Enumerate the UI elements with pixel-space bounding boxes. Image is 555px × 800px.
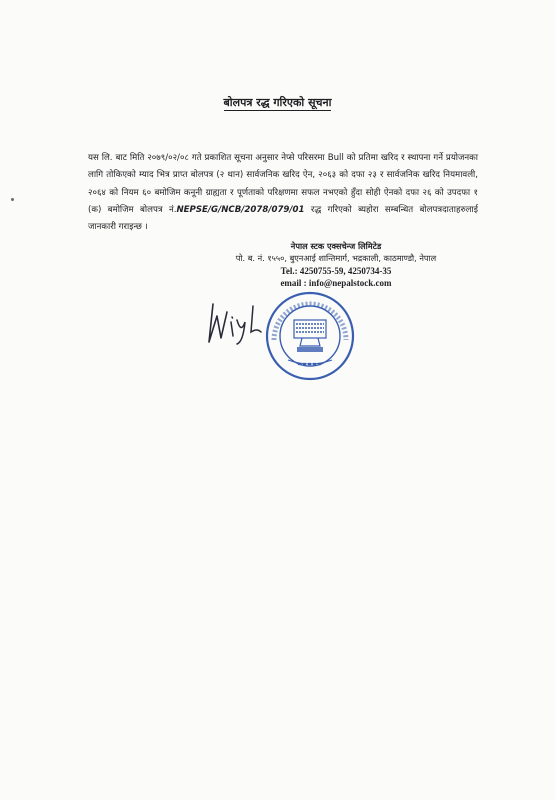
issuer-telephone: Tel.: 4250755-59, 4250734-35	[280, 265, 392, 276]
notice-body-text-2: रद्ध गरिएको ब्यहोरा सम्बन्धित बोलपत्रदाताहरुलाई जानकारी गराइन्छ ।	[88, 204, 478, 233]
notice-body-text-1: यस लि. बाट मिति २०७९/०२/०८ गते प्रकाशित सूचना अनुसार नेप्से परिसरमा Bull को प्रतिमा खरिद र स्थापना गर्ने प्रयोजनका लागि तोकिएको म्याद भित्र प्राप्त बोलपत्र (२ थान) सार्वजनिक खरिद ऐन, २०६३ को दफा २३ र सार्वजनिक खरिद नियमावली, २०६४ को नियम ६० बमोजिम कनूनी ग्राह्यता र पूर्णताको परिक्षणमा सफल नभएको हुँदा सोही ऐनको दफा २६ को उपदफा १ (क) बमोजिम बोलपत्र नं.	[88, 153, 478, 215]
notice-body	[88, 150, 478, 236]
bid-reference-number: NEPSE/G/NCB/2078/079/01	[176, 204, 305, 215]
issuer-name: नेपाल स्टक एक्सचेन्ज लिमिटेड	[290, 241, 382, 251]
issuer-email: email : info@nepalstock.com	[280, 278, 392, 289]
scan-speck	[11, 198, 14, 201]
issuer-block	[190, 240, 482, 290]
signature-image	[203, 298, 273, 346]
issuer-address: पो. ब. नं. १५५०, बुएनआई शान्तिमार्ग, भद्रकाली, काठमाण्डौ, नेपाल	[235, 253, 437, 264]
company-seal	[264, 290, 356, 382]
notice-title: बोलपत्र रद्ध गरिएको सूचना	[223, 96, 332, 109]
